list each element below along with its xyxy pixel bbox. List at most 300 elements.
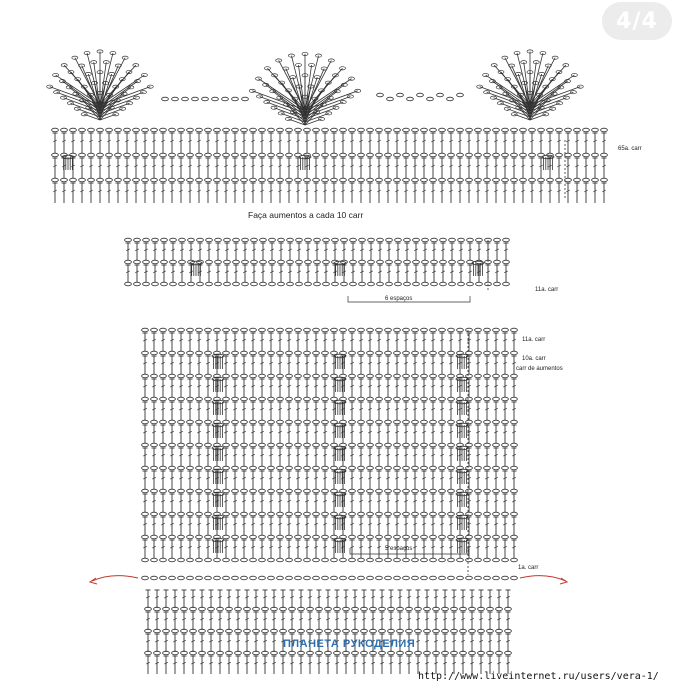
chain-stitch [125,282,132,286]
chain-stitch [205,512,212,516]
chain-stitch [223,397,230,401]
chain-stitch [413,238,420,242]
chain-stitch [192,97,199,101]
chain-stitch [493,512,500,516]
row-label-1a: 1a. carr [518,565,539,571]
chain-stitch [349,466,356,470]
chain-stitch [196,351,203,355]
chain-stitch [250,512,257,516]
chain-stitch [466,328,473,332]
chain-stitch [125,238,132,242]
chain-stitch [413,282,420,286]
chain-stitch [511,178,518,182]
chain-stitch [232,97,239,101]
chain-stitch [232,397,239,401]
chain-stitch [493,466,500,470]
chain-stitch [241,351,248,355]
chain-stitch [187,397,194,401]
chain-stitch [241,397,248,401]
chain-stitch [179,238,186,242]
chain-stitch [241,128,248,132]
chain-stitch [332,282,339,286]
chain-stitch [511,466,518,470]
chain-stitch [232,178,239,182]
chain-stitch [493,535,500,539]
chain-stitch [142,397,149,401]
chain-stitch [268,558,275,562]
chain-stitch [349,512,356,516]
chain-stitch [259,512,266,516]
chain-stitch [160,328,167,332]
chain-stitch [223,489,230,493]
chain-stitch [439,558,446,562]
chain-stitch [205,420,212,424]
chain-stitch [88,128,95,132]
chain-stitch [322,351,329,355]
chain-stitch [152,282,159,286]
chain-stitch [187,466,194,470]
chain-stitch [367,351,374,355]
chain-stitch [394,576,401,580]
chain-stitch [295,128,302,132]
chain-stitch [421,328,428,332]
chain-stitch [142,512,149,516]
chain-stitch [358,466,365,470]
chain-stitch [367,466,374,470]
chain-stitch [349,153,356,157]
chain-stitch [448,466,455,470]
chain-stitch [367,128,374,132]
chain-stitch [161,282,168,286]
chain-stitch [187,420,194,424]
chain-stitch [206,260,213,264]
chain-stitch [430,397,437,401]
chain-stitch [385,466,392,470]
chain-stitch [178,466,185,470]
chain-stitch [223,128,230,132]
chain-stitch [188,282,195,286]
chain-stitch [538,178,545,182]
chain-stitch [296,238,303,242]
chain-stitch [151,558,158,562]
row-label-10a: 10a. carr [522,356,546,362]
chain-stitch [403,512,410,516]
chain-stitch [268,397,275,401]
chain-stitch [151,128,158,132]
chain-stitch [187,178,194,182]
chain-stitch [358,128,365,132]
chain-stitch [142,178,149,182]
chain-stitch [151,535,158,539]
chain-stitch [143,260,150,264]
chain-stitch [196,576,203,580]
chain-stitch [421,128,428,132]
chain-stitch [394,512,401,516]
chain-stitch [295,397,302,401]
chain-stitch [142,128,149,132]
chain-stitch [502,374,509,378]
chain-stitch [340,128,347,132]
spaces-label-5: 5 espaços [385,546,413,552]
chain-stitch [439,374,446,378]
chain-stitch [484,153,491,157]
chain-stitch [169,512,176,516]
chain-stitch [403,374,410,378]
chain-stitch [241,178,248,182]
chain-stitch [547,128,554,132]
chain-stitch [511,558,518,562]
chain-stitch [286,443,293,447]
chain-stitch [394,558,401,562]
chain-stitch [493,443,500,447]
chain-stitch [277,535,284,539]
chain-stitch [583,153,590,157]
chain-stitch [466,178,473,182]
chain-stitch [394,178,401,182]
chain-stitch [295,420,302,424]
chain-stitch [169,466,176,470]
chain-stitch [421,178,428,182]
chain-stitch [430,374,437,378]
chain-stitch [187,535,194,539]
chain-stitch [250,374,257,378]
chain-stitch [421,420,428,424]
chain-stitch [178,489,185,493]
chain-stitch [322,466,329,470]
chain-stitch [170,282,177,286]
chain-stitch [233,238,240,242]
chain-stitch [592,128,599,132]
chain-stitch [484,420,491,424]
chain-stitch [493,374,500,378]
chain-stitch [151,153,158,157]
chain-stitch [574,178,581,182]
chain-stitch [251,260,258,264]
chain-stitch [475,351,482,355]
chain-stitch [377,282,384,286]
chain-stitch [286,397,293,401]
chain-stitch [376,576,383,580]
chain-stitch [511,128,518,132]
chain-stitch [359,260,366,264]
chain-stitch [304,443,311,447]
chain-stitch [160,443,167,447]
chain-stitch [287,260,294,264]
row-label-11a: 11a. carr [522,337,546,343]
chain-stitch [331,178,338,182]
chain-stitch [169,443,176,447]
chain-stitch [458,238,465,242]
chain-stitch [97,153,104,157]
chain-stitch [538,128,545,132]
chain-stitch [304,128,311,132]
chain-stitch [160,374,167,378]
chain-stitch [160,558,167,562]
chain-stitch [241,328,248,332]
chain-stitch [250,153,257,157]
chain-stitch [376,128,383,132]
chain-stitch [422,282,429,286]
chain-stitch [440,260,447,264]
chain-stitch [232,512,239,516]
chain-stitch [250,576,257,580]
chain-stitch [322,128,329,132]
chain-stitch [385,374,392,378]
chain-stitch [439,178,446,182]
chain-stitch [250,558,257,562]
chain-stitch [574,128,581,132]
chain-stitch [511,443,518,447]
chain-stitch [223,466,230,470]
chain-stitch [376,489,383,493]
chain-stitch [412,153,419,157]
chain-stitch [349,328,356,332]
chain-stitch [421,558,428,562]
chain-stitch [417,93,424,97]
chain-stitch [403,558,410,562]
chain-stitch [358,374,365,378]
chain-stitch [421,374,428,378]
shell-stitch [273,91,305,116]
chain-stitch [286,128,293,132]
chain-stitch [268,512,275,516]
shell-stitch [305,91,337,116]
chain-stitch [196,374,203,378]
chain-stitch [376,178,383,182]
chain-stitch [169,489,176,493]
chain-stitch [268,489,275,493]
chain-stitch [179,260,186,264]
chain-stitch [601,178,608,182]
chain-stitch [232,153,239,157]
chain-stitch [241,420,248,424]
chain-stitch [466,443,473,447]
chain-stitch [529,178,536,182]
chain-stitch [259,420,266,424]
chain-stitch [169,128,176,132]
chain-stitch [421,153,428,157]
chain-stitch [484,374,491,378]
chain-stitch [205,128,212,132]
chain-stitch [134,282,141,286]
chain-stitch [70,128,77,132]
chain-stitch [430,512,437,516]
chain-stitch [277,489,284,493]
chain-stitch [170,260,177,264]
chain-stitch [187,576,194,580]
chain-stitch [277,512,284,516]
chain-stitch [385,128,392,132]
chain-stitch [152,260,159,264]
chain-stitch [115,128,122,132]
chain-stitch [305,238,312,242]
chain-stitch [466,489,473,493]
chain-stitch [260,260,267,264]
chain-stitch [385,489,392,493]
chain-stitch [313,576,320,580]
chain-stitch [430,558,437,562]
chain-stitch [214,558,221,562]
chain-stitch [511,535,518,539]
chain-stitch [358,351,365,355]
chain-stitch [476,238,483,242]
chain-stitch [304,512,311,516]
chain-stitch [493,558,500,562]
chain-stitch [583,178,590,182]
chain-stitch [296,260,303,264]
chain-stitch [349,420,356,424]
chain-stitch [387,97,394,101]
chain-stitch [277,443,284,447]
chain-stitch [241,153,248,157]
chain-stitch [358,153,365,157]
chain-stitch [412,420,419,424]
chain-stitch [295,558,302,562]
chain-stitch [511,512,518,516]
chain-stitch [97,178,104,182]
chain-stitch [376,420,383,424]
chain-stitch [367,328,374,332]
chain-stitch [385,153,392,157]
chain-stitch [268,420,275,424]
chain-stitch [502,328,509,332]
chain-stitch [394,153,401,157]
chain-stitch [421,512,428,516]
chain-stitch [394,397,401,401]
chain-stitch [160,153,167,157]
chain-stitch [376,328,383,332]
chain-stitch [385,576,392,580]
chain-stitch [403,420,410,424]
chain-stitch [358,443,365,447]
chain-stitch [205,351,212,355]
chain-stitch [475,443,482,447]
row-label-11a-top: 11a. carr [535,287,559,293]
chain-stitch [466,153,473,157]
chain-stitch [323,282,330,286]
chain-stitch [322,178,329,182]
chain-stitch [182,97,189,101]
chain-stitch [574,153,581,157]
chain-stitch [241,535,248,539]
chain-stitch [367,397,374,401]
chain-stitch [448,374,455,378]
chain-stitch [385,328,392,332]
chain-stitch [151,420,158,424]
chain-stitch [206,238,213,242]
chain-stitch [268,328,275,332]
chain-stitch [278,238,285,242]
chain-stitch [134,238,141,242]
chain-stitch [394,489,401,493]
chain-stitch [277,351,284,355]
chain-stitch [160,576,167,580]
chain-stitch [178,443,185,447]
increase-note: Faça aumentos a cada 10 carr [248,210,364,220]
chain-stitch [427,97,434,101]
chain-stitch [232,128,239,132]
chain-stitch [242,260,249,264]
chain-stitch [448,443,455,447]
chain-stitch [448,153,455,157]
chain-stitch [421,576,428,580]
chain-stitch [475,466,482,470]
chain-stitch [349,374,356,378]
chain-stitch [197,282,204,286]
chain-stitch [458,260,465,264]
chain-stitch [295,351,302,355]
chain-stitch [439,420,446,424]
chain-stitch [205,153,212,157]
chain-stitch [268,128,275,132]
chain-stitch [232,374,239,378]
chain-stitch [134,260,141,264]
chain-stitch [322,558,329,562]
chain-stitch [52,128,59,132]
chain-stitch [475,420,482,424]
chain-stitch [196,420,203,424]
chain-stitch [259,558,266,562]
chain-stitch [466,374,473,378]
chain-stitch [323,260,330,264]
chain-stitch [322,153,329,157]
chain-stitch [448,397,455,401]
chain-stitch [322,576,329,580]
chain-stitch [475,558,482,562]
chain-stitch [232,351,239,355]
chain-stitch [448,128,455,132]
chain-stitch [358,397,365,401]
chain-stitch [592,153,599,157]
chain-stitch [241,489,248,493]
chain-stitch [475,397,482,401]
chain-stitch [484,558,491,562]
chain-stitch [412,443,419,447]
chain-stitch [313,153,320,157]
chain-stitch [386,260,393,264]
chain-stitch [421,351,428,355]
chain-stitch [196,558,203,562]
chain-stitch [286,153,293,157]
chain-stitch [439,535,446,539]
chain-stitch [133,178,140,182]
chain-stitch [493,397,500,401]
chain-stitch [205,535,212,539]
chain-stitch [412,328,419,332]
chain-stitch [259,576,266,580]
chain-stitch [349,128,356,132]
chain-stitch [223,420,230,424]
chain-stitch [178,153,185,157]
chain-stitch [214,178,221,182]
chain-stitch [484,443,491,447]
chain-stitch [349,489,356,493]
chain-stitch [457,93,464,97]
chain-stitch [187,558,194,562]
chain-stitch [212,97,219,101]
chain-stitch [484,535,491,539]
chain-stitch [376,351,383,355]
chain-stitch [437,93,444,97]
chain-stitch [296,282,303,286]
chain-stitch [160,535,167,539]
chain-stitch [376,558,383,562]
chain-stitch [232,420,239,424]
chain-stitch [61,128,68,132]
chain-stitch [493,328,500,332]
chain-stitch [97,128,104,132]
chain-stitch [439,443,446,447]
